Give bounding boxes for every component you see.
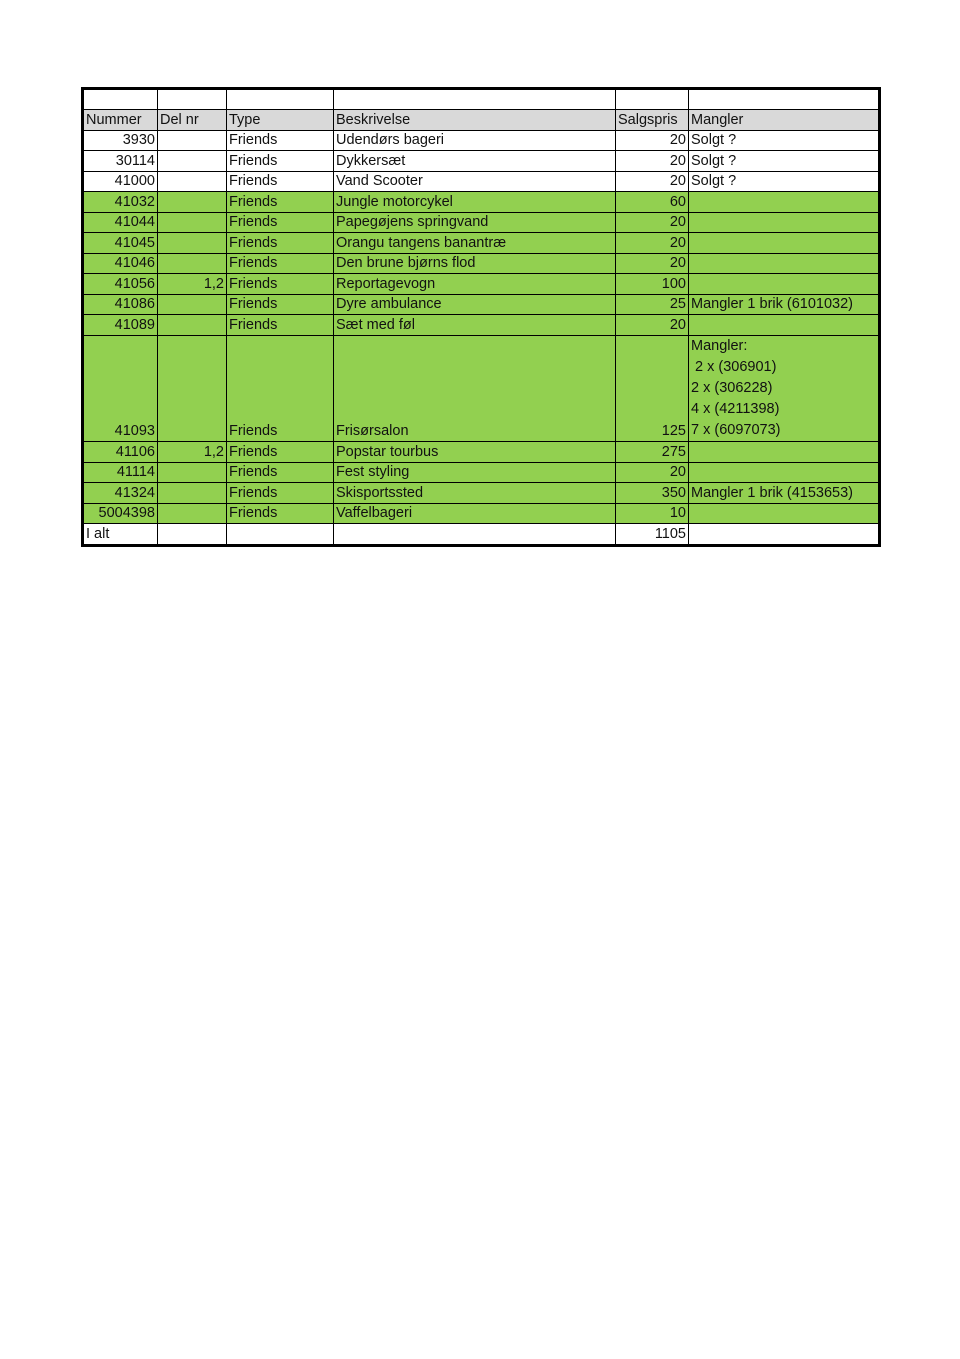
cell-type: Friends xyxy=(227,253,334,274)
cell-beskrivelse: Orangu tangens banantræ xyxy=(334,233,616,254)
cell-salgspris: 20 xyxy=(616,315,689,336)
cell-nummer: 41093 xyxy=(83,335,158,442)
cell-type: Friends xyxy=(227,462,334,483)
mangler-line: Mangler: xyxy=(691,337,748,354)
cell-nummer: 41056 xyxy=(83,274,158,295)
cell-nummer: 5004398 xyxy=(83,503,158,524)
cell-beskrivelse: Skisportssted xyxy=(334,483,616,504)
cell-nummer: 3930 xyxy=(83,130,158,151)
cell-salgspris: 20 xyxy=(616,212,689,233)
cell-delnr xyxy=(158,130,227,151)
cell-mangler xyxy=(689,503,880,524)
header-mangler: Mangler xyxy=(689,110,880,131)
blank-cell xyxy=(689,89,880,110)
cell-salgspris: 60 xyxy=(616,192,689,213)
total-empty-cell xyxy=(334,524,616,546)
header-delnr: Del nr xyxy=(158,110,227,131)
cell-beskrivelse: Frisørsalon xyxy=(334,335,616,442)
table-row xyxy=(83,151,880,172)
table-row xyxy=(83,315,880,336)
table-row xyxy=(83,503,880,524)
cell-salgspris: 125 xyxy=(616,335,689,442)
cell-beskrivelse: Fest styling xyxy=(334,462,616,483)
blank-cell xyxy=(616,89,689,110)
cell-beskrivelse: Popstar tourbus xyxy=(334,442,616,463)
cell-beskrivelse: Udendørs bageri xyxy=(334,130,616,151)
cell-mangler: Solgt ? xyxy=(689,151,880,172)
cell-salgspris: 20 xyxy=(616,253,689,274)
cell-type: Friends xyxy=(227,171,334,192)
total-label: I alt xyxy=(83,524,158,546)
sales-sheet xyxy=(81,87,881,547)
cell-salgspris: 20 xyxy=(616,151,689,172)
cell-salgspris: 275 xyxy=(616,442,689,463)
cell-delnr xyxy=(158,233,227,254)
table-row xyxy=(83,274,880,295)
cell-salgspris: 20 xyxy=(616,171,689,192)
mangler-line: 4 x (4211398) xyxy=(691,401,780,418)
blank-cell xyxy=(334,89,616,110)
cell-delnr xyxy=(158,253,227,274)
cell-beskrivelse: Vaffelbageri xyxy=(334,503,616,524)
cell-salgspris: 350 xyxy=(616,483,689,504)
cell-salgspris: 20 xyxy=(616,130,689,151)
total-row xyxy=(83,524,880,546)
cell-mangler xyxy=(689,233,880,254)
cell-delnr xyxy=(158,171,227,192)
cell-delnr xyxy=(158,151,227,172)
table-row xyxy=(83,462,880,483)
cell-delnr: 1,2 xyxy=(158,274,227,295)
cell-nummer: 41044 xyxy=(83,212,158,233)
total-empty-cell xyxy=(158,524,227,546)
cell-type: Friends xyxy=(227,503,334,524)
cell-mangler: Solgt ? xyxy=(689,130,880,151)
cell-delnr xyxy=(158,212,227,233)
cell-delnr xyxy=(158,335,227,442)
cell-type: Friends xyxy=(227,151,334,172)
cell-salgspris: 100 xyxy=(616,274,689,295)
table-row xyxy=(83,442,880,463)
cell-type: Friends xyxy=(227,192,334,213)
mangler-line: 7 x (6097073) xyxy=(691,422,781,439)
cell-type: Friends xyxy=(227,212,334,233)
cell-mangler xyxy=(689,253,880,274)
total-empty-cell xyxy=(227,524,334,546)
cell-nummer: 30114 xyxy=(83,151,158,172)
cell-beskrivelse: Dyre ambulance xyxy=(334,294,616,315)
header-row xyxy=(83,110,880,131)
cell-mangler: Mangler 1 brik (6101032) xyxy=(689,294,880,315)
table-row xyxy=(83,130,880,151)
cell-type: Friends xyxy=(227,442,334,463)
header-salgspris: Salgspris xyxy=(616,110,689,131)
cell-nummer: 41106 xyxy=(83,442,158,463)
blank-cell xyxy=(227,89,334,110)
cell-beskrivelse: Sæt med føl xyxy=(334,315,616,336)
cell-mangler xyxy=(689,315,880,336)
table-row xyxy=(83,483,880,504)
inventory-table xyxy=(81,87,881,547)
cell-type: Friends xyxy=(227,294,334,315)
cell-salgspris: 20 xyxy=(616,233,689,254)
mangler-line: 2 x (306228) xyxy=(691,379,773,396)
cell-salgspris: 20 xyxy=(616,462,689,483)
cell-type: Friends xyxy=(227,233,334,254)
cell-nummer: 41089 xyxy=(83,315,158,336)
cell-nummer: 41114 xyxy=(83,462,158,483)
total-salgspris: 1105 xyxy=(616,524,689,546)
cell-type: Friends xyxy=(227,335,334,442)
cell-delnr xyxy=(158,503,227,524)
cell-nummer: 41324 xyxy=(83,483,158,504)
cell-beskrivelse: Dykkersæt xyxy=(334,151,616,172)
cell-nummer: 41000 xyxy=(83,171,158,192)
header-type: Type xyxy=(227,110,334,131)
cell-delnr: 1,2 xyxy=(158,442,227,463)
header-nummer: Nummer xyxy=(83,110,158,131)
cell-salgspris: 10 xyxy=(616,503,689,524)
cell-mangler xyxy=(689,274,880,295)
cell-beskrivelse: Vand Scooter xyxy=(334,171,616,192)
cell-beskrivelse: Den brune bjørns flod xyxy=(334,253,616,274)
cell-type: Friends xyxy=(227,130,334,151)
mangler-line: 2 x (306901) xyxy=(691,358,777,375)
cell-beskrivelse: Papegøjens springvand xyxy=(334,212,616,233)
cell-nummer: 41046 xyxy=(83,253,158,274)
cell-mangler xyxy=(689,212,880,233)
table-row xyxy=(83,253,880,274)
cell-mangler: Solgt ? xyxy=(689,171,880,192)
cell-mangler xyxy=(689,462,880,483)
cell-mangler xyxy=(689,442,880,463)
total-empty-cell xyxy=(689,524,880,546)
cell-mangler: Mangler 1 brik (4153653) xyxy=(689,483,880,504)
blank-cell xyxy=(83,89,158,110)
cell-delnr xyxy=(158,315,227,336)
table-row xyxy=(83,192,880,213)
cell-delnr xyxy=(158,294,227,315)
cell-delnr xyxy=(158,483,227,504)
table-row xyxy=(83,294,880,315)
cell-nummer: 41086 xyxy=(83,294,158,315)
cell-mangler-list xyxy=(689,335,880,442)
table-row xyxy=(83,171,880,192)
table-row xyxy=(83,233,880,254)
blank-cell xyxy=(158,89,227,110)
header-beskrivelse: Beskrivelse xyxy=(334,110,616,131)
cell-nummer: 41045 xyxy=(83,233,158,254)
cell-salgspris: 25 xyxy=(616,294,689,315)
cell-beskrivelse: Reportagevogn xyxy=(334,274,616,295)
blank-row xyxy=(83,89,880,110)
cell-nummer: 41032 xyxy=(83,192,158,213)
cell-mangler xyxy=(689,192,880,213)
table-row-multiline xyxy=(83,335,880,442)
cell-beskrivelse: Jungle motorcykel xyxy=(334,192,616,213)
cell-delnr xyxy=(158,192,227,213)
cell-type: Friends xyxy=(227,483,334,504)
cell-type: Friends xyxy=(227,315,334,336)
table-row xyxy=(83,212,880,233)
cell-delnr xyxy=(158,462,227,483)
cell-type: Friends xyxy=(227,274,334,295)
